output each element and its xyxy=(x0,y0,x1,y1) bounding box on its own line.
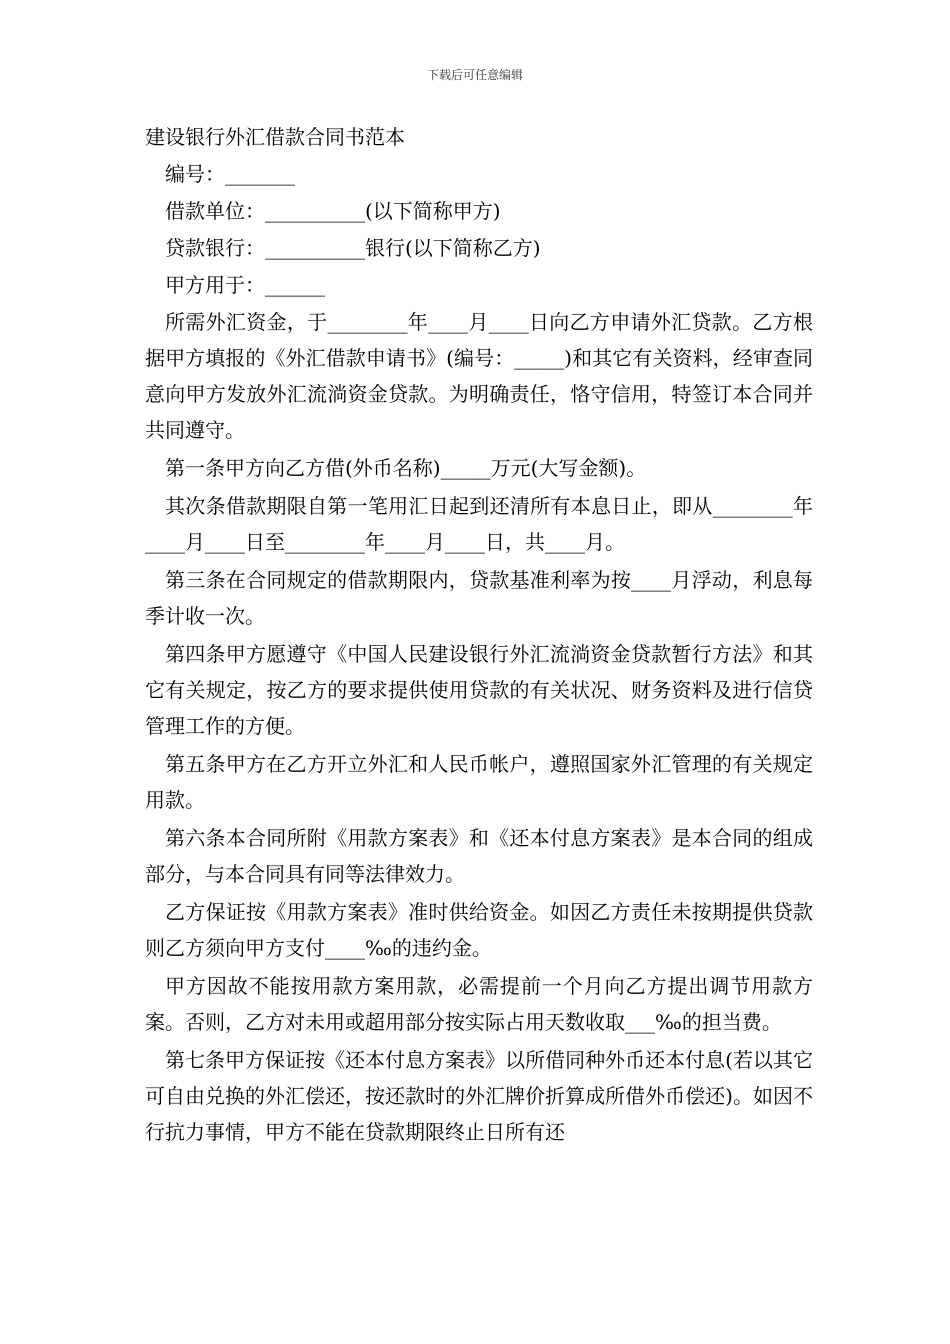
document-title: 建设银行外汇借款合同书范本 xyxy=(145,125,405,149)
article-1: 第一条甲方向乙方借(外币名称)_____万元(大写金额)。 xyxy=(165,456,647,480)
article-2: 其次条借款期限自第一笔用汇日起到还清所有本息日止，即从________年____月____日至________年____月____日，共____月。 xyxy=(145,494,813,554)
lender-bank-field: 贷款银行：__________银行(以下简称乙方) xyxy=(165,236,541,260)
article-6: 第六条本合同所附《用款方案表》和《还本付息方案表》是本合同的组成部分，与本合同具有同等法律效力。 xyxy=(145,826,813,886)
article-3: 第三条在合同规定的借款期限内，贷款基准利率为按____月浮动，利息每季计收一次。 xyxy=(145,568,813,628)
borrower-adjustment-paragraph: 甲方因故不能按用款方案用款，必需提前一个月向乙方提出调节用款方案。否则，乙方对未用或超用部分按实际占用天数收取___‰的担当费。 xyxy=(145,974,813,1034)
article-5: 第五条甲方在乙方开立外汇和人民币帐户，遵照国家外汇管理的有关规定用款。 xyxy=(145,752,813,812)
purpose-field: 甲方用于：______ xyxy=(165,273,325,297)
borrower-field: 借款单位：__________(以下简称甲方) xyxy=(165,199,501,223)
lender-guarantee-paragraph: 乙方保证按《用款方案表》准时供给资金。如因乙方责任未按期提供贷款则乙方须向甲方支付____‰的违约金。 xyxy=(145,900,813,960)
contract-number-field: 编号：_______ xyxy=(165,162,295,186)
intro-paragraph: 所需外汇资金，于________年____月____日向乙方申请外汇贷款。乙方根据甲方填报的《外汇借款申请书》(编号：_____)和其它有关资料，经审查同意向甲方发放外汇流淌资金贷款。为明确责任，恪守信用，特签订本合同并共同遵守。 xyxy=(145,310,813,442)
page-header: 下载后可任意编辑 xyxy=(426,68,523,82)
document-body xyxy=(145,118,813,1152)
article-7: 第七条甲方保证按《还本付息方案表》以所借同种外币还本付息(若以其它可自由兑换的外汇偿还，按还款时的外汇牌价折算成所借外币偿还)。如因不行抗力事情，甲方不能在贷款期限终止日所有还 xyxy=(145,1048,813,1144)
article-4: 第四条甲方愿遵守《中国人民建设银行外汇流淌资金贷款暂行方法》和其它有关规定，按乙方的要求提供使用贷款的有关状况、财务资料及进行信贷管理工作的方便。 xyxy=(145,642,813,738)
